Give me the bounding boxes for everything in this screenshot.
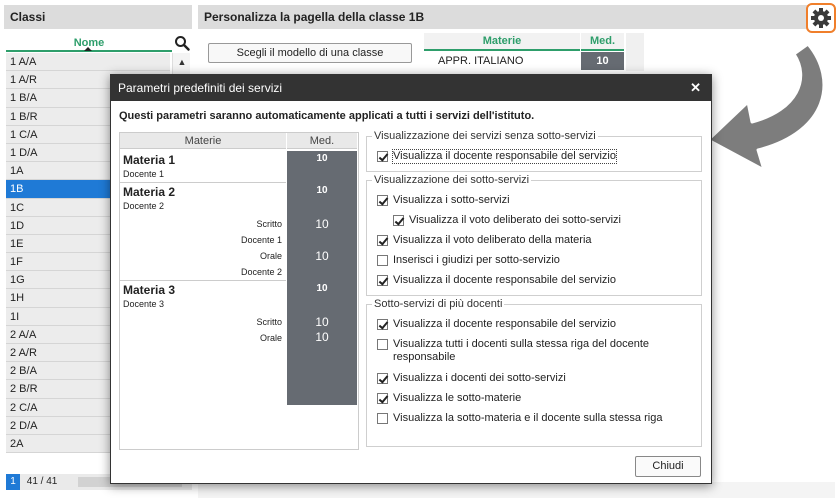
option-checkbox[interactable] — [377, 275, 388, 286]
preview-subject-teacher: Docente 3 — [123, 299, 165, 309]
class-list-item[interactable]: 1 A/R — [6, 71, 170, 89]
option-checkbox[interactable] — [377, 151, 388, 162]
class-list-item[interactable]: 1A — [6, 162, 170, 180]
option-label[interactable]: Visualizza il docente responsabile del servizio — [393, 150, 616, 162]
class-list-item[interactable]: 2 A/A — [6, 326, 170, 344]
services-defaults-dialog — [110, 74, 712, 484]
option-group — [366, 174, 702, 296]
preview-row-separator — [120, 280, 286, 281]
class-list-item[interactable]: 1 A/A — [6, 53, 170, 71]
subject-cell: APPR. ITALIANO — [438, 55, 524, 67]
class-list-item[interactable]: 1 C/A — [6, 126, 170, 144]
option-label[interactable]: Visualizza tutti i docenti sulla stessa riga del docente responsabile — [393, 338, 649, 363]
grade-cell: 10 — [581, 52, 624, 70]
gear-icon — [808, 5, 834, 31]
option-label[interactable]: Visualizza il voto deliberato dei sotto-servizi — [409, 214, 621, 226]
option-checkbox[interactable] — [377, 235, 388, 246]
preview-subrow-grade: 10 — [315, 249, 329, 263]
dialog-title: Parametri predefiniti dei servizi — [118, 81, 283, 95]
option-label[interactable]: Visualizza il voto deliberato della materia — [393, 234, 592, 246]
class-list-item[interactable]: 1F — [6, 253, 170, 271]
name-column-header[interactable] — [6, 36, 172, 52]
class-list-item[interactable]: 2 B/A — [6, 362, 170, 380]
report-card-title: Personalizza la pagella della classe 1B — [204, 10, 425, 24]
class-list-item[interactable]: 1 B/A — [6, 89, 170, 107]
option-label[interactable]: Visualizza il docente responsabile del servizio — [393, 274, 616, 286]
option-checkbox[interactable] — [377, 393, 388, 404]
option-group — [366, 298, 702, 447]
option-group-title: Visualizzazione dei sotto-servizi — [374, 174, 530, 186]
classes-panel-title: Classi — [4, 5, 192, 29]
preview-subject-name: Materia 1 — [123, 153, 176, 167]
option-checkbox[interactable] — [377, 319, 388, 330]
preview-subrow-label: Orale — [259, 251, 282, 261]
class-list-item[interactable]: 2 D/A — [6, 417, 170, 435]
scroll-up-icon[interactable]: ▲ — [177, 57, 187, 67]
preview-subrow-label: Docente 2 — [240, 267, 282, 277]
class-list-item[interactable]: 2 C/A — [6, 399, 170, 417]
settings-button[interactable] — [806, 3, 836, 33]
option-checkbox[interactable] — [377, 195, 388, 206]
option-checkbox[interactable] — [393, 215, 404, 226]
choose-class-model-button[interactable]: Scegli il modello di una classe — [208, 43, 412, 63]
preview-subjects-header: Materie — [120, 133, 286, 149]
preview-subrow-label: Scritto — [256, 317, 282, 327]
preview-subject-name: Materia 2 — [123, 185, 176, 199]
dialog-title-bar — [111, 75, 711, 101]
option-checkbox[interactable] — [377, 413, 388, 424]
class-list-item[interactable]: 1C — [6, 199, 170, 217]
option-label[interactable]: Visualizza le sotto-materie — [393, 392, 522, 404]
option-checkbox[interactable] — [377, 255, 388, 266]
close-icon[interactable]: ✕ — [690, 80, 701, 95]
class-list-item[interactable]: 2A — [6, 435, 170, 453]
option-label[interactable]: Inserisci i giudizi per sotto-servizio — [393, 254, 560, 266]
preview-subject-name: Materia 3 — [123, 283, 176, 297]
bottom-strip — [198, 482, 835, 498]
option-label[interactable]: Visualizza i sotto-servizi — [393, 194, 510, 206]
preview-subrow-label: Orale — [259, 333, 282, 343]
class-list-item[interactable]: 1G — [6, 271, 170, 289]
name-column-label: Nome — [73, 37, 105, 49]
preview-subrow-grade: 10 — [315, 315, 329, 329]
option-checkbox[interactable] — [377, 339, 388, 350]
preview-subrow-grade: 10 — [315, 330, 329, 344]
option-checkbox[interactable] — [377, 373, 388, 384]
report-card-header — [198, 5, 835, 29]
preview-subject-teacher: Docente 2 — [123, 201, 165, 211]
subjects-table-scrollbar[interactable] — [626, 33, 644, 71]
report-card-preview — [119, 132, 359, 450]
preview-subrow-label: Scritto — [256, 219, 282, 229]
class-list-item[interactable]: 2 B/R — [6, 380, 170, 398]
class-list-item[interactable]: 1H — [6, 289, 170, 307]
search-button[interactable] — [174, 35, 190, 51]
class-list-item[interactable]: 1B — [6, 180, 170, 198]
close-button[interactable]: Chiudi — [635, 456, 701, 477]
arrow-icon — [700, 40, 838, 190]
preview-average-header: Med. — [287, 133, 357, 149]
preview-subject-teacher: Docente 1 — [123, 169, 165, 179]
page-count: 41 / 41 — [26, 476, 58, 487]
class-list-item[interactable]: 1D — [6, 217, 170, 235]
class-list-item[interactable]: 1E — [6, 235, 170, 253]
preview-subject-grade: 10 — [316, 283, 328, 294]
class-list-item[interactable]: 1 D/A — [6, 144, 170, 162]
option-group-title: Visualizzazione dei servizi senza sotto-servizi — [374, 130, 596, 142]
preview-subrow-label: Docente 1 — [240, 235, 282, 245]
option-group — [366, 130, 702, 172]
class-list-item[interactable]: 1 B/R — [6, 108, 170, 126]
class-list-item[interactable]: 1I — [6, 308, 170, 326]
preview-subject-grade: 10 — [316, 185, 328, 196]
sort-up-icon — [84, 47, 92, 51]
subjects-column-header[interactable]: Materie — [424, 33, 580, 51]
option-label[interactable]: Visualizza i docenti dei sotto-servizi — [393, 372, 566, 384]
class-list-item[interactable]: 2 A/R — [6, 344, 170, 362]
option-label[interactable]: Visualizza la sotto-materia e il docente sulla stessa riga — [393, 412, 663, 424]
option-label[interactable]: Visualizza il docente responsabile del servizio — [393, 318, 616, 330]
preview-header — [120, 133, 358, 150]
preview-row-separator — [120, 182, 286, 183]
option-group-title: Sotto-servizi di più docenti — [374, 298, 503, 310]
search-icon — [174, 35, 190, 51]
dialog-description: Questi parametri saranno automaticamente applicati a tutti i servizi dell'istituto. — [119, 110, 535, 122]
preview-subject-grade: 10 — [316, 153, 328, 164]
page-number[interactable]: 1 — [6, 474, 20, 490]
average-column-header[interactable]: Med. — [581, 33, 624, 51]
preview-subrow-grade: 10 — [315, 217, 329, 231]
